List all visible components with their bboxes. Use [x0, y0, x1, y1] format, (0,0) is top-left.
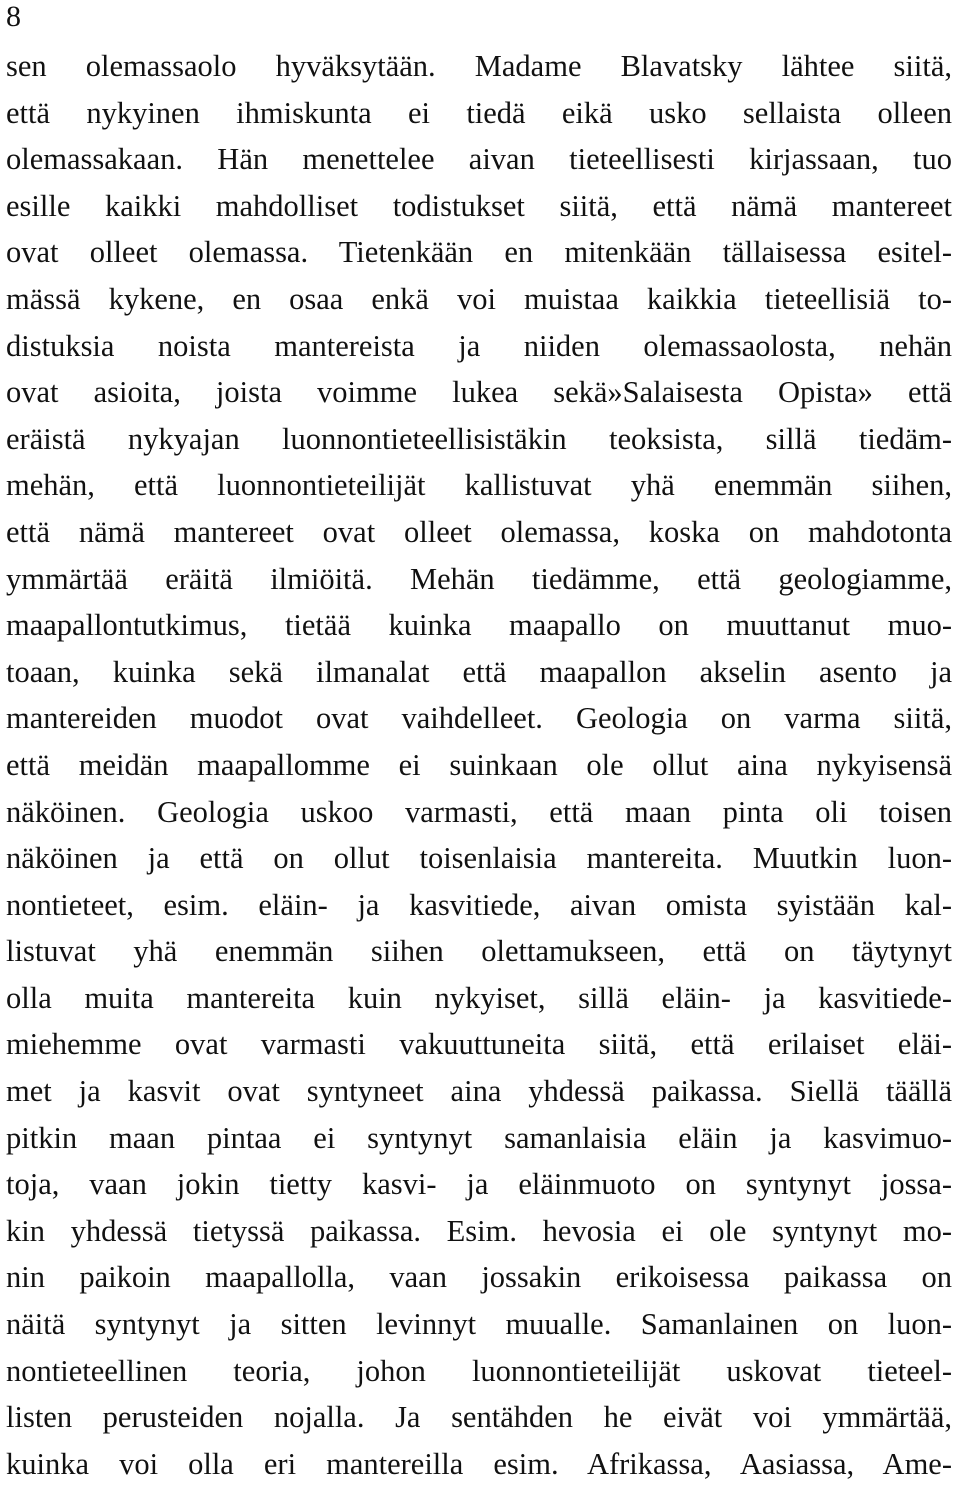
text-line: toja, vaan jokin tietty kasvi- ja eläinmuoto on syntynyt jossa-	[6, 1167, 952, 1202]
text-line: nin paikoin maapallolla, vaan jossakin erikoisessa paikassa on	[6, 1260, 952, 1295]
text-line: kuinka voi olla eri mantereilla esim. Afrikassa, Aasiassa, Ame-	[6, 1446, 952, 1481]
page-number: 8	[6, 0, 21, 33]
text-line: että nykyinen ihmiskunta ei tiedä eikä usko sellaista olleen	[6, 95, 952, 130]
text-line: toaan, kuinka sekä ilmanalat että maapallon akselin asento ja	[6, 654, 952, 689]
text-line: pitkin maan pintaa ei syntynyt samanlaisia eläin ja kasvimuo-	[6, 1120, 952, 1155]
body-paragraph	[6, 43, 952, 1487]
text-line: ymmärtää eräitä ilmiöitä. Mehän tiedämme, että geologiamme,	[6, 561, 952, 596]
text-line: listen perusteiden nojalla. Ja sentähden he eivät voi ymmärtää,	[6, 1400, 952, 1435]
text-line: distuksia noista mantereista ja niiden olemassaolosta, nehän	[6, 328, 952, 363]
text-line: näitä syntynyt ja sitten levinnyt muualle. Samanlainen on luon-	[6, 1307, 952, 1342]
text-line: että meidän maapallomme ei suinkaan ole ollut aina nykyisensä	[6, 747, 952, 782]
text-line: mantereiden muodot ovat vaihdelleet. Geologia on varma siitä,	[6, 701, 952, 736]
text-line: miehemme ovat varmasti vakuuttuneita siitä, että erilaiset eläi-	[6, 1027, 952, 1062]
text-line: mehän, että luonnontieteilijät kallistuvat yhä enemmän siihen,	[6, 468, 952, 503]
text-line: eräistä nykyajan luonnontieteellisistäkin teoksista, sillä tiedäm-	[6, 421, 952, 456]
text-line: olla muita mantereita kuin nykyiset, sillä eläin- ja kasvitiede-	[6, 980, 952, 1015]
text-line: että nämä mantereet ovat olleet olemassa, koska on mahdotonta	[6, 514, 952, 549]
text-line: sen olemassaolo hyväksytään. Madame Blavatsky lähtee siitä,	[6, 49, 952, 83]
text-line: näköinen. Geologia uskoo varmasti, että maan pinta oli toisen	[6, 794, 952, 829]
text-line: maapallontutkimus, tietää kuinka maapallo on muuttanut muo-	[6, 608, 952, 643]
text-line: ovat olleet olemassa. Tietenkään en mitenkään tällaisessa esitel-	[6, 235, 952, 270]
text-line: listuvat yhä enemmän siihen olettamukseen, että on täytynyt	[6, 934, 952, 969]
text-line: olemassakaan. Hän menettelee aivan tieteellisesti kirjassaan, tuo	[6, 142, 952, 177]
text-line: nontieteellinen teoria, johon luonnontieteilijät uskovat tieteel-	[6, 1353, 952, 1388]
text-line: nontieteet, esim. eläin- ja kasvitiede, aivan omista syistään kal-	[6, 887, 952, 922]
text-line: met ja kasvit ovat syntyneet aina yhdessä paikassa. Siellä täällä	[6, 1074, 952, 1109]
text-line: ovat asioita, joista voimme lukea sekä»Salaisesta Opista» että	[6, 375, 952, 410]
text-line: mässä kykene, en osaa enkä voi muistaa kaikkia tieteellisiä to-	[6, 281, 952, 316]
text-line: näköinen ja että on ollut toisenlaisia mantereita. Muutkin luon-	[6, 841, 952, 876]
text-line: esille kaikki mahdolliset todistukset siitä, että nämä mantereet	[6, 188, 952, 223]
text-line: kin yhdessä tietyssä paikassa. Esim. hevosia ei ole syntynyt mo-	[6, 1213, 952, 1248]
